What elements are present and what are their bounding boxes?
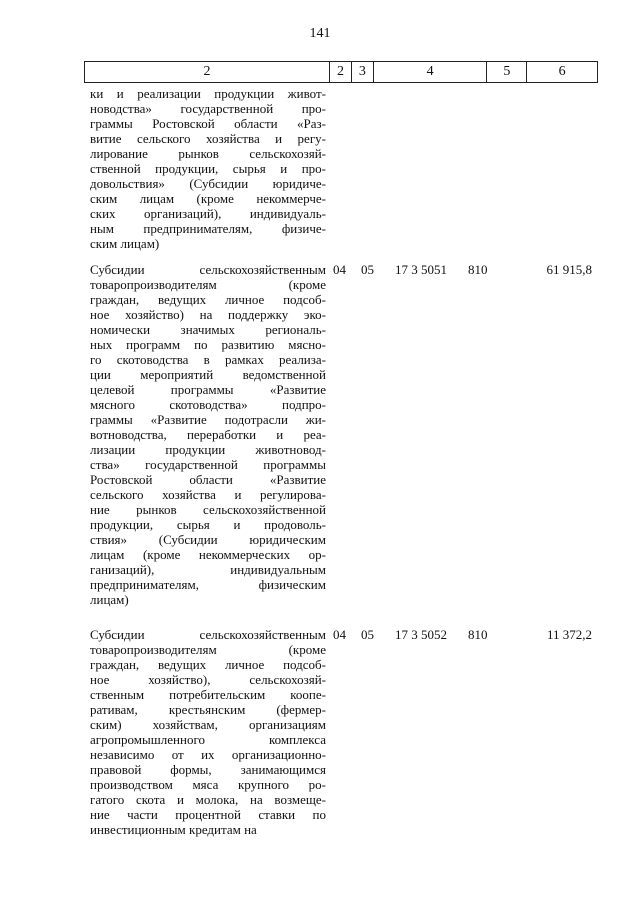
description-line: ствия» (Субсидии юридическим xyxy=(90,532,326,547)
description-line: независимо от их организационно- xyxy=(90,747,326,762)
row-description xyxy=(90,627,326,837)
description-line: новодства» государственной про- xyxy=(90,101,326,116)
description-line: правовой формы, занимающимся xyxy=(90,762,326,777)
description-line: ских организаций), индивидуаль- xyxy=(90,206,326,221)
header-col-5: 5 xyxy=(487,62,527,82)
description-line: ние рынков сельскохозяйственной xyxy=(90,502,326,517)
description-line: лицам) xyxy=(90,592,129,607)
description-line: вотноводства, переработки и реа- xyxy=(90,427,326,442)
header-col-1: 2 xyxy=(85,62,330,82)
description-line: ние части процентной ставки по xyxy=(90,807,326,822)
section-code: 04 xyxy=(333,262,346,277)
description-line: мясного скотоводства» подпро- xyxy=(90,397,326,412)
description-line: лирование рынков сельскохозяй- xyxy=(90,146,326,161)
description-line: ским лицам (кроме некоммерче- xyxy=(90,191,326,206)
description-line: ственной продукции, сырья и про- xyxy=(90,161,326,176)
description-line: товаропроизводителям (кроме xyxy=(90,277,326,292)
description-line: продукции, сырья и продоволь- xyxy=(90,517,326,532)
description-line: граммы Ростовской области «Раз- xyxy=(90,116,326,131)
description-line: целевой программы «Развитие xyxy=(90,382,326,397)
description-line: предпринимателям, физическим xyxy=(90,577,326,592)
amount: 11 372,2 xyxy=(546,627,592,642)
description-line: ное хозяйство) на поддержку эко- xyxy=(90,307,326,322)
subsection-code: 05 xyxy=(361,627,374,642)
row-description xyxy=(90,86,326,251)
description-line: агропромышленного комплекса xyxy=(90,732,326,747)
table-header xyxy=(84,61,598,83)
description-line: ным предпринимателям, физиче- xyxy=(90,221,326,236)
description-line: довольствия» (Субсидии юридиче- xyxy=(90,176,326,191)
description-line: ским лицам) xyxy=(90,236,160,251)
subsection-code: 05 xyxy=(361,262,374,277)
header-col-6: 6 xyxy=(558,64,566,79)
description-line: ративам, крестьянским (фермер- xyxy=(90,702,326,717)
amount: 61 915,8 xyxy=(546,262,592,277)
description-line: инвестиционным кредитам на xyxy=(90,822,257,837)
page-number: 141 xyxy=(309,26,331,41)
description-line: граммы «Развитие подотрасли жи- xyxy=(90,412,326,427)
description-line: товаропроизводителям (кроме xyxy=(90,642,326,657)
description-line: ства» государственной программы xyxy=(90,457,326,472)
description-line: Ростовской области «Развитие xyxy=(90,472,326,487)
target-article-code: 17 3 5051 xyxy=(395,262,447,277)
expense-type-code: 810 xyxy=(468,262,488,277)
description-line: Субсидии сельскохозяйственным xyxy=(90,627,326,642)
description-line: производством мяса крупного ро- xyxy=(90,777,326,792)
description-line: граждан, ведущих личное подсоб- xyxy=(90,292,326,307)
description-line: Субсидии сельскохозяйственным xyxy=(90,262,326,277)
description-line: ственным потребительским коопе- xyxy=(90,687,326,702)
header-col-4: 4 xyxy=(374,62,488,82)
description-line: ных программ по развитию мясно- xyxy=(90,337,326,352)
description-line: лизации продукции животновод- xyxy=(90,442,326,457)
description-line: витие сельского хозяйства и регу- xyxy=(90,131,326,146)
header-col-3: 3 xyxy=(352,62,374,82)
description-line: го скотоводства в рамках реализа- xyxy=(90,352,326,367)
header-col-2: 2 xyxy=(330,62,352,82)
description-line: лицам (кроме некоммерческих ор- xyxy=(90,547,326,562)
description-line: ции мероприятий ведомственной xyxy=(90,367,326,382)
description-line: сельского хозяйства и регулирова- xyxy=(90,487,326,502)
description-line: ским) хозяйствам, организациям xyxy=(90,717,326,732)
expense-type-code: 810 xyxy=(468,627,488,642)
description-line: граждан, ведущих личное подсоб- xyxy=(90,657,326,672)
section-code: 04 xyxy=(333,627,346,642)
row-description xyxy=(90,262,326,607)
description-line: ное хозяйство), сельскохозяй- xyxy=(90,672,326,687)
description-line: ки и реализации продукции живот- xyxy=(90,86,326,101)
description-line: номически значимых региональ- xyxy=(90,322,326,337)
target-article-code: 17 3 5052 xyxy=(395,627,447,642)
description-line: ганизаций), индивидуальным xyxy=(90,562,326,577)
description-line: гатого скота и молока, на возмеще- xyxy=(90,792,326,807)
